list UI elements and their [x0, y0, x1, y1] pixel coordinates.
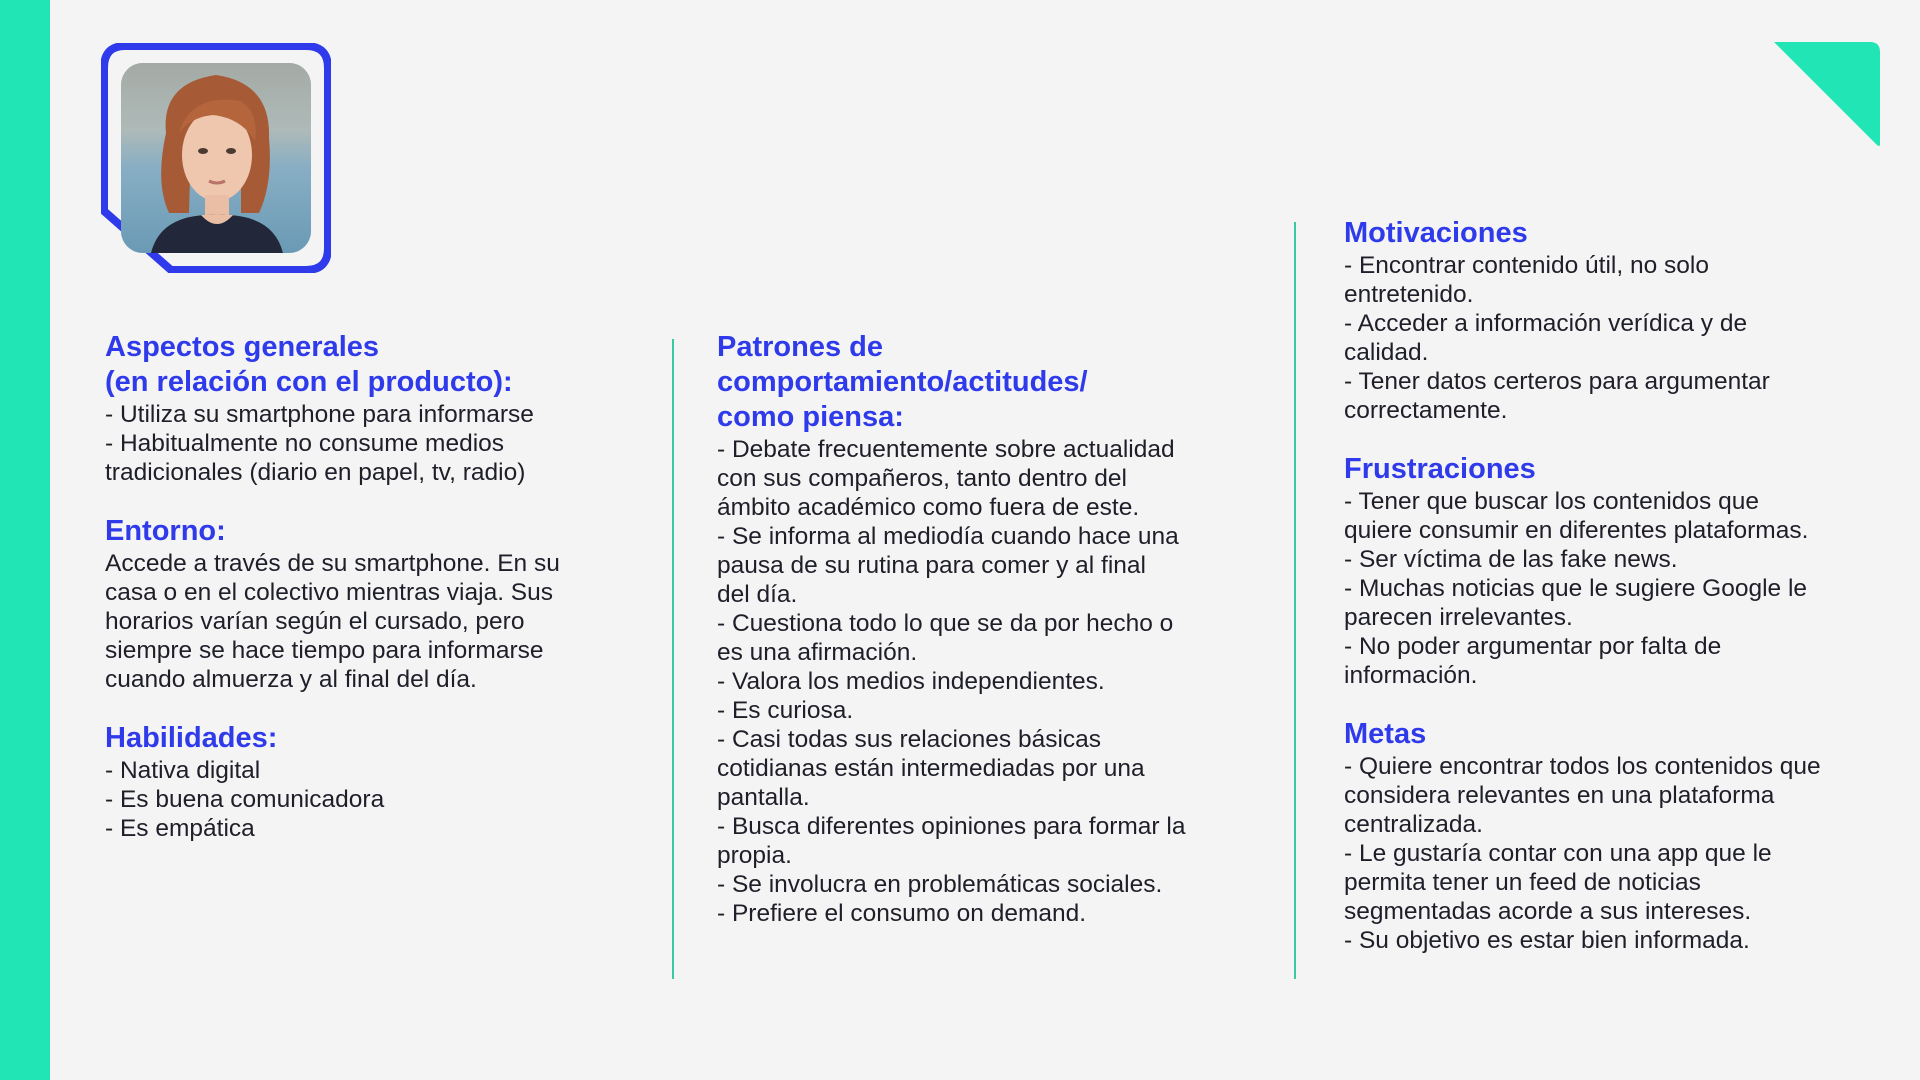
column-divider-1	[672, 339, 674, 979]
section-title: Metas	[1344, 718, 1427, 750]
section-habilidades	[105, 721, 665, 843]
portrait-photo	[121, 63, 311, 253]
section-title: Patrones de comportamiento/actitudes/ como piensa:	[717, 331, 1088, 433]
section-aspectos-generales	[105, 330, 665, 487]
section-title: Motivaciones	[1344, 217, 1528, 249]
section-title: Entorno:	[105, 515, 226, 547]
section-frustraciones	[1344, 452, 1914, 690]
section-motivaciones	[1344, 216, 1914, 425]
section-body: Accede a través de su smartphone. En su casa o en el colectivo mientras viaja. Sus horarios varían según el cursado, pero siempre se hace tiempo para informarse cuando almuerza y al final del día.	[105, 550, 560, 693]
section-body: - Tener que buscar los contenidos que quiere consumir en diferentes plataformas. - Ser víctima de las fake news. - Muchas noticias que le sugiere Google le parecen irrelevantes. - No poder argumentar por falta de información.	[1344, 488, 1809, 689]
section-body: - Encontrar contenido útil, no solo entretenido. - Acceder a información verídica y de calidad. - Tener datos certeros para argumentar correctamente.	[1344, 252, 1770, 424]
section-title: Frustraciones	[1344, 453, 1536, 485]
section-patrones	[717, 330, 1277, 928]
section-title: Habilidades:	[105, 722, 278, 754]
column-patrones	[717, 330, 1277, 955]
section-title: Aspectos generales (en relación con el producto):	[105, 331, 513, 398]
section-body: - Nativa digital - Es buena comunicadora - Es empática	[105, 757, 385, 842]
section-body: - Utiliza su smartphone para informarse - Habitualmente no consume medios tradicionales (diario en papel, tv, radio)	[105, 401, 534, 486]
section-body: - Quiere encontrar todos los contenidos que considera relevantes en una plataforma centralizada. - Le gustaría contar con una app que le permita tener un feed de noticias segmentadas acorde a sus intereses. - Su objetivo es estar bien informada.	[1344, 753, 1821, 954]
column-general	[105, 330, 665, 870]
section-body: - Debate frecuentemente sobre actualidad con sus compañeros, tanto dentro del ámbito académico como fuera de este. - Se informa al mediodía cuando hace una pausa de su rutina para comer y al final del día. - Cuestiona todo lo que se da por hecho o es una afirmación. - Valora los medios independientes. - Es curiosa. - Casi todas sus relaciones básicas cotidianas están intermediadas por una pantalla. - Busca diferentes opiniones para formar la propia. - Se involucra en problemáticas sociales. - Prefiere el consumo on demand.	[717, 436, 1186, 927]
accent-side-bar	[0, 0, 50, 1080]
column-motivaciones	[1344, 216, 1914, 982]
column-divider-2	[1294, 222, 1296, 979]
persona-avatar	[101, 43, 331, 273]
section-entorno	[105, 514, 665, 694]
section-metas	[1344, 717, 1914, 955]
corner-triangle-decoration	[1772, 40, 1882, 148]
